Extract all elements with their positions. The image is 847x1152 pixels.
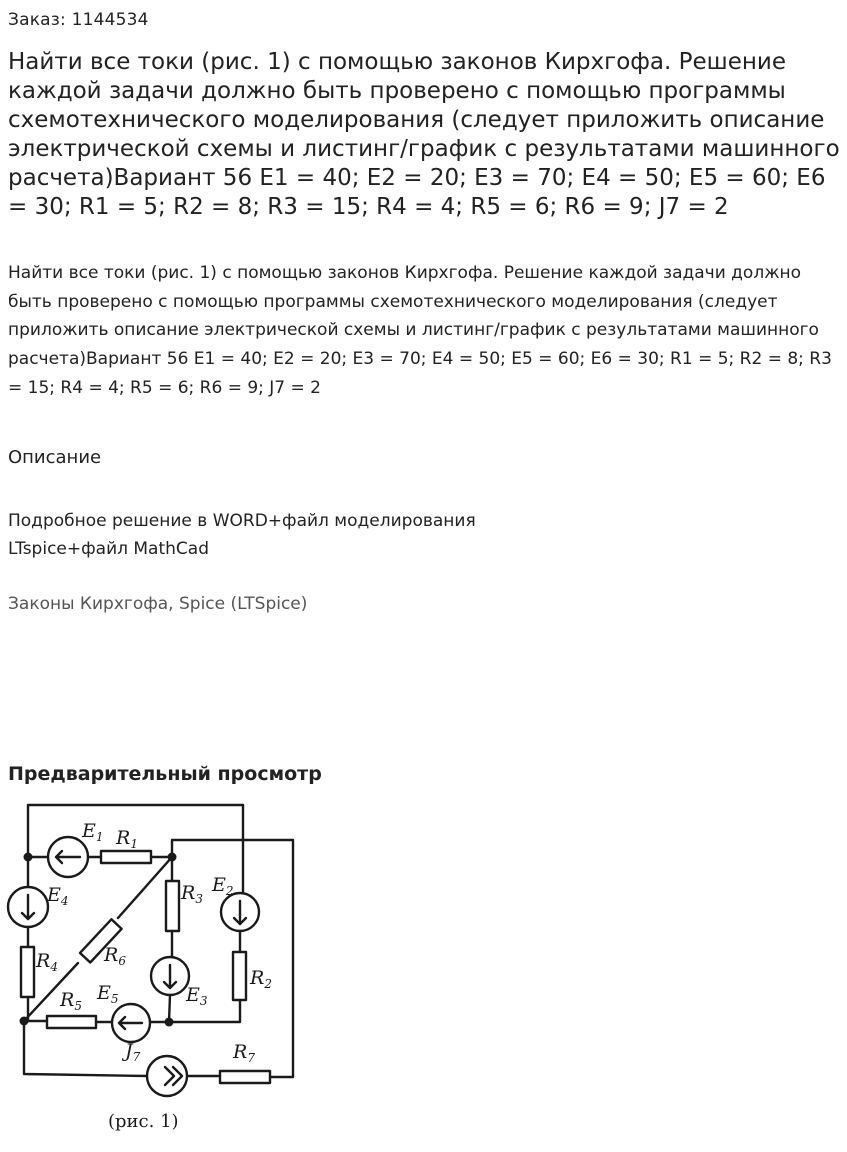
tags: Законы Кирхгофа, Spice (LTSpice) [8, 594, 308, 614]
label-r1: $R_1$ [116, 827, 138, 851]
label-e3: $E_3$ [186, 984, 208, 1008]
arrow-e2 [234, 901, 246, 924]
arrow-e5 [119, 1017, 142, 1029]
label-e4: $E_4$ [47, 884, 69, 908]
resistor-r7 [220, 1071, 270, 1083]
label-e5: $E_5$ [97, 982, 119, 1006]
label-j7: $J_7$ [125, 1040, 141, 1064]
label-r3: $R_3$ [181, 882, 203, 906]
resistor-r3 [166, 881, 179, 931]
wire-diag-high [118, 857, 172, 918]
label-e2: $E_2$ [212, 874, 234, 898]
resistor-r5 [47, 1016, 96, 1028]
arrow-e1 [56, 851, 80, 863]
label-r6: $R_6$ [104, 944, 126, 968]
circuit-diagram [0, 795, 320, 1145]
order-number: Заказ: 1144534 [8, 10, 149, 30]
resistor-r4 [21, 947, 34, 997]
label-r7: $R_7$ [233, 1041, 255, 1065]
label-e1: $E_1$ [82, 820, 104, 844]
description-text [8, 507, 608, 563]
node-c [20, 1017, 29, 1026]
label-r5: $R_5$ [60, 989, 82, 1013]
node-b [168, 853, 177, 862]
circuit-figure [0, 795, 320, 1145]
label-r2: $R_2$ [250, 967, 272, 991]
preview-heading: Предварительный просмотр [8, 763, 322, 785]
description-label: Описание [8, 447, 102, 468]
node-a [24, 853, 33, 862]
label-r4: $R_4$ [36, 950, 58, 974]
task-text: Найти все токи (рис. 1) с помощью законов Кирхгофа. Решение каждой задачи должно быть проверено с помощью программы схемотехнического моделирования (следует приложить описание электрической схемы и листинг/график с результатами машинного расчета)Вариант 56 E1 = 40; E2 = 20; E3 = 70; E4 = 50; E5 = 60; E6 = 30; R1 = 5; R2 = 8; R3 = 15; R4 = 4; R5 = 6; R6 = 9; J7 = 2 [8, 263, 832, 398]
arrow-e3 [164, 965, 176, 988]
description-line: Подробное решение в WORD+файл моделирования [8, 511, 476, 531]
task-title: Найти все токи (рис. 1) с помощью законов Кирхгофа. Решение каждой задачи должно быть проверено с помощью программы схемотехнического моделирования (следует приложить описание электрической схемы и листинг/график с результатами машинного расчета)Вариант 56 E1 = 40; E2 = 20; E3 = 70; E4 = 50; E5 = 60; E6 = 30; R1 = 5; R2 = 8; R3 = 15; R4 = 4; R5 = 6; R6 = 9; J7 = 2 [8, 49, 840, 220]
resistor-r2 [233, 952, 246, 1000]
resistor-r1 [101, 851, 151, 863]
arrows-j7 [165, 1067, 182, 1085]
arrow-e4 [22, 895, 34, 919]
description-line: LTspice+файл MathCad [8, 539, 209, 559]
figure-caption: (рис. 1) [108, 1111, 179, 1132]
node-d [165, 1018, 174, 1027]
